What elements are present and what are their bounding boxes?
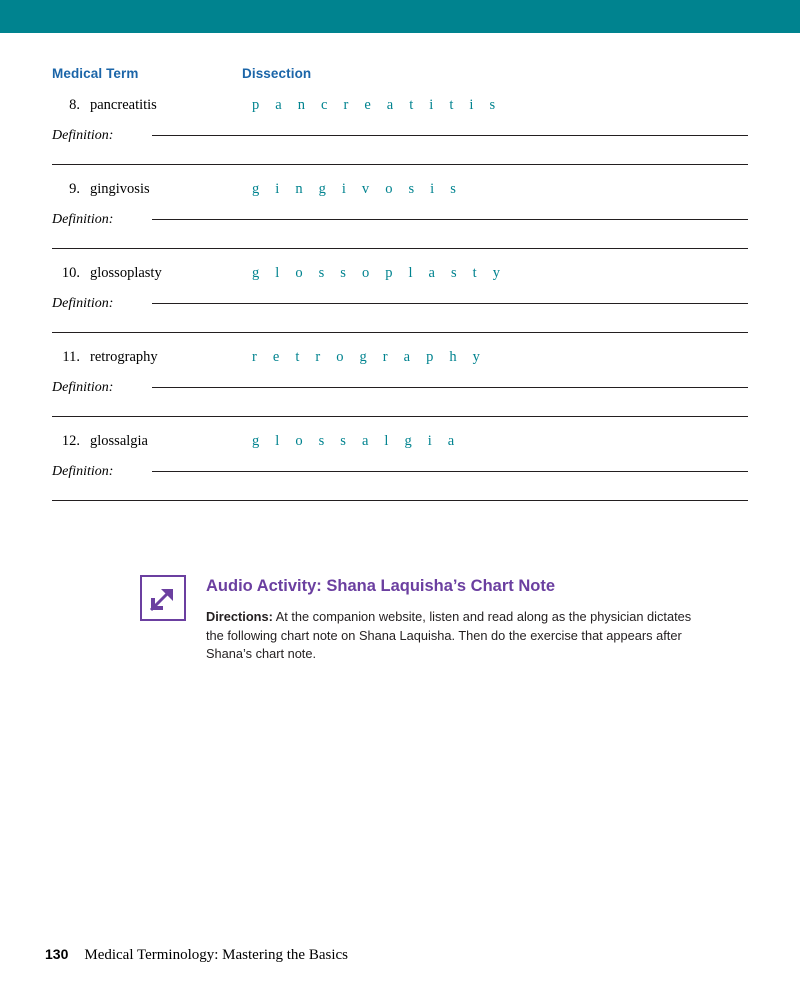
exercise-item (52, 181, 748, 249)
definition-label: Definition: (52, 380, 114, 395)
item-number: 12. (61, 433, 80, 449)
item-row (52, 433, 748, 450)
item-term: glossoplasty (90, 265, 162, 281)
footer-book-title: Medical Terminology: Mastering the Basics (84, 947, 348, 963)
item-number: 11. (62, 349, 80, 365)
definition-row (52, 212, 748, 228)
audio-activity-directions (206, 608, 692, 664)
item-number: 8. (69, 97, 80, 113)
definition-row (52, 296, 748, 312)
definition-write-line[interactable] (152, 134, 748, 136)
item-row (52, 265, 748, 282)
definition-row (52, 380, 748, 396)
item-term: gingivosis (90, 181, 150, 197)
item-number: 9. (69, 181, 80, 197)
page-body (0, 33, 800, 664)
footer-page-number: 130 (45, 946, 69, 962)
exercise-item (52, 265, 748, 333)
definition-row (52, 464, 748, 480)
item-dissection: g l o s s o p l a s t y (252, 265, 507, 281)
audio-activity-title: Audio Activity: Shana Laquisha’s Chart Note (206, 577, 555, 595)
directions-text: At the companion website, listen and read along as the physician dictates the following chart note on Shana Laquisha. Then do the exercise that appears after Shana’s chart note. (206, 609, 692, 662)
exercise-item (52, 97, 748, 165)
header-dissection: Dissection (242, 66, 312, 81)
audio-activity-text (206, 573, 692, 664)
definition-write-line[interactable] (152, 386, 748, 388)
definition-label: Definition: (52, 128, 114, 143)
column-headers (52, 66, 748, 81)
item-dissection: p a n c r e a t i t i s (252, 97, 502, 113)
definition-label: Definition: (52, 464, 114, 479)
definition-write-line[interactable] (152, 302, 748, 304)
audio-activity-block (52, 573, 748, 664)
item-row (52, 349, 748, 366)
content-column (52, 66, 748, 664)
item-number: 10. (61, 265, 80, 281)
definition-write-line[interactable] (52, 415, 748, 417)
item-term: glossalgia (90, 433, 148, 449)
item-dissection: g l o s s a l g i a (252, 433, 461, 449)
item-row (52, 181, 748, 198)
definition-write-line[interactable] (152, 218, 748, 220)
definition-write-line[interactable] (52, 247, 748, 249)
definition-label: Definition: (52, 212, 114, 227)
definition-write-line[interactable] (152, 470, 748, 472)
item-term: retrography (90, 349, 158, 365)
item-dissection: r e t r o g r a p h y (252, 349, 487, 365)
definition-label: Definition: (52, 296, 114, 311)
directions-label: Directions: (206, 609, 273, 624)
item-dissection: g i n g i v o s i s (252, 181, 463, 197)
item-row (52, 97, 748, 114)
exercise-item (52, 349, 748, 417)
exercise-item (52, 433, 748, 501)
page-top-band (0, 0, 800, 33)
external-link-icon[interactable] (140, 575, 186, 621)
definition-write-line[interactable] (52, 499, 748, 501)
definition-write-line[interactable] (52, 331, 748, 333)
header-medical-term: Medical Term (52, 66, 139, 81)
page-footer (45, 946, 348, 964)
definition-row (52, 128, 748, 144)
item-term: pancreatitis (90, 97, 157, 113)
definition-write-line[interactable] (52, 163, 748, 165)
